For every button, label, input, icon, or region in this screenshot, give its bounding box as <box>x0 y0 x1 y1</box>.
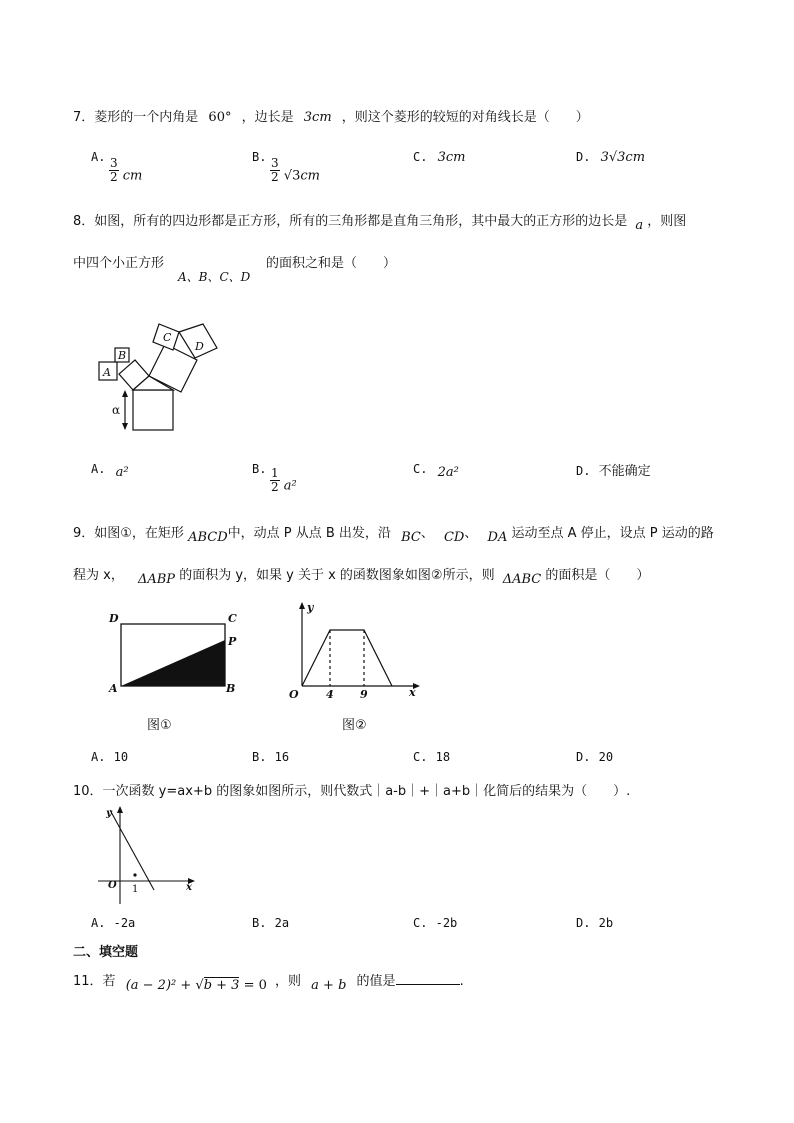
q11-expr-3: a + b <box>311 978 347 993</box>
q11-sqrt-sign: √ <box>195 978 204 993</box>
fraction <box>270 467 280 493</box>
q7-option-a[interactable] <box>91 150 105 165</box>
q9-line-1 <box>73 522 714 545</box>
q8-label-c: C <box>163 331 172 344</box>
q11-text-a: 11．若 <box>73 974 116 989</box>
option-value: -2a <box>113 916 136 930</box>
option-label: C. <box>413 150 428 164</box>
option-value: 2a² <box>437 465 459 480</box>
q8-var-a: a <box>635 218 644 233</box>
q10-fig-o: O <box>108 880 117 891</box>
q7-side: 3cm <box>303 110 332 125</box>
q9-fig1-c: C <box>228 612 237 625</box>
q9-fig1-p: P <box>228 635 237 648</box>
section-title: 二、填空题 <box>73 945 139 960</box>
option-value: a² <box>283 478 297 494</box>
fraction-denominator: 2 <box>271 479 279 494</box>
q8-option-b-value <box>270 467 297 494</box>
option-label: B. <box>252 750 267 764</box>
q8-label-b: B <box>118 349 127 362</box>
fraction <box>109 157 119 183</box>
q8-big-square <box>133 390 173 430</box>
q9-fig1-caption: 图① <box>147 718 172 733</box>
q9-graph-line <box>302 630 392 686</box>
option-label: D. <box>576 750 591 764</box>
q9-line2-c: 的面积是（ ） <box>545 568 650 583</box>
fraction-denominator: 2 <box>110 169 118 184</box>
q7-option-c[interactable] <box>413 150 465 165</box>
q7-text-b: ，边长是 <box>241 110 294 125</box>
q10-option-c[interactable] <box>413 916 457 931</box>
q8-option-c[interactable] <box>413 462 459 480</box>
option-label: B. <box>252 150 267 164</box>
q7-stem <box>73 106 589 125</box>
fraction-numerator: 3 <box>271 156 279 170</box>
q11-text-c: 的值是 <box>356 974 396 989</box>
q9-fig1-a: A <box>109 682 118 695</box>
option-label: C. <box>413 750 428 764</box>
option-value: 2b <box>598 916 614 930</box>
q8-option-a[interactable] <box>91 462 129 480</box>
q9-line-2 <box>73 564 649 587</box>
option-label: C. <box>413 462 428 476</box>
radical: √3 <box>283 168 301 184</box>
option-value: 3cm <box>437 150 466 165</box>
q10-option-d[interactable] <box>576 916 613 931</box>
option-value: 20 <box>598 750 614 764</box>
option-label: C. <box>413 916 428 930</box>
q11-end: . <box>459 974 464 989</box>
q9-line1-a: 9．如图①，在矩形 <box>73 526 184 541</box>
fraction <box>270 157 280 183</box>
q9-fig1-d: D <box>109 612 119 625</box>
q10-fig-one: 1 <box>132 884 139 895</box>
q10-option-a[interactable] <box>91 916 135 931</box>
fraction-denominator: 2 <box>271 169 279 184</box>
q9-tri2: ΔABC <box>502 572 542 587</box>
q9-sep2: 、 <box>464 526 478 541</box>
q10-function-line <box>110 810 154 890</box>
q9-option-d[interactable] <box>576 750 613 765</box>
q8-line-1 <box>73 210 686 233</box>
option-value: 18 <box>435 750 451 764</box>
q8-side-label: α <box>112 403 121 417</box>
q8-option-d[interactable] <box>576 460 651 479</box>
q8-line1-b: ，则图 <box>647 214 687 229</box>
q9-fig2-o: O <box>289 688 299 701</box>
fraction-numerator: 3 <box>110 156 118 170</box>
q9-option-b[interactable] <box>252 750 289 765</box>
q9-fig2-x: x <box>409 686 416 699</box>
q7-option-b-value <box>270 157 320 184</box>
option-label: D. <box>576 464 591 478</box>
option-value: 2a <box>274 916 290 930</box>
option-value: -2b <box>435 916 458 930</box>
q9-fig1-b: B <box>226 682 236 695</box>
q8-line-2 <box>73 252 164 271</box>
q9-seg2: CD <box>443 530 465 545</box>
q11-expr-radicand: b + 3 <box>203 978 240 993</box>
q7-option-a-value <box>109 157 142 184</box>
q8-line-2b <box>266 252 396 271</box>
q7-option-b[interactable] <box>252 150 266 165</box>
q9-rect-name: ABCD <box>188 530 228 545</box>
option-value: 10 <box>113 750 129 764</box>
q8-label-d: D <box>195 340 204 353</box>
q9-option-c[interactable] <box>413 750 450 765</box>
q9-tri1: ΔABP <box>137 572 176 587</box>
q11-expr-2: = 0 <box>239 978 267 993</box>
q8-line2-a: 中四个小正方形 <box>73 256 165 271</box>
q7-text-a: 7．菱形的一个内角是 <box>73 110 199 125</box>
unit: cm <box>122 168 143 184</box>
q11-answer-blank[interactable] <box>396 972 460 985</box>
q9-line2-b: 的面积为 y，如果 y 关于 x 的函数图象如图②所示，则 <box>179 568 495 583</box>
option-label: A. <box>91 750 106 764</box>
q11-stem <box>73 970 464 993</box>
q8-option-b[interactable] <box>252 462 266 477</box>
option-label: B. <box>252 462 267 476</box>
q8-line1-a: 8．如图，所有的四边形都是正方形，所有的三角形都是直角三角形，其中最大的正方形的边长是 <box>73 214 628 229</box>
q10-fig-x: x <box>186 882 192 893</box>
q9-sep1: 、 <box>420 526 434 541</box>
option-label: D. <box>576 916 591 930</box>
q9-fig2-tick-9: 9 <box>360 688 368 701</box>
q10-option-b[interactable] <box>252 916 289 931</box>
q9-seg1: BC <box>401 530 421 545</box>
q8-square-names: A、B、C、D <box>178 270 251 284</box>
q9-line2-a: 程为 x， <box>73 568 124 583</box>
option-label: A. <box>91 916 106 930</box>
q9-fig2-y: y <box>307 601 314 614</box>
fraction-numerator: 1 <box>271 466 279 480</box>
q11-text-b: ，则 <box>275 974 302 989</box>
q10-fig-y: y <box>106 808 112 819</box>
option-label: A. <box>91 462 106 476</box>
option-value: 3√3cm <box>600 150 646 165</box>
option-value: 16 <box>274 750 290 764</box>
q9-line1-c: 运动至点 A 停止，设点 P 运动的路 <box>511 526 714 541</box>
q10-stem: 10．一次函数 y=ax+b 的图象如图所示，则代数式｜a-b｜+｜a+b｜化简后的结果为（ ）. <box>73 784 631 799</box>
q10-figure <box>98 804 203 909</box>
q9-option-a[interactable] <box>91 750 128 765</box>
q7-angle: 60° <box>208 110 232 125</box>
q7-option-d[interactable] <box>576 150 645 165</box>
q11-expr-1: (a − 2)² + <box>125 978 196 993</box>
q9-figure-1 <box>104 610 244 735</box>
q8-line2-b: 的面积之和是（ ） <box>266 256 397 271</box>
q9-line1-b: 中，动点 P 从点 B 出发，沿 <box>227 526 391 541</box>
q9-figure-2 <box>276 598 426 708</box>
option-label: D. <box>576 150 591 164</box>
q9-fig2-caption: 图② <box>342 718 367 733</box>
q9-seg3: DA <box>487 530 508 545</box>
option-value: a² <box>115 465 129 480</box>
option-value: 不能确定 <box>598 464 651 479</box>
q9-fig2-tick-4: 4 <box>326 688 334 701</box>
q8-figure <box>95 318 230 436</box>
unit: cm <box>300 168 320 184</box>
q7-text-c: ，则这个菱形的较短的对角线长是（ ） <box>341 110 589 125</box>
q8-label-a: A <box>103 366 111 379</box>
option-label: B. <box>252 916 267 930</box>
option-label: A. <box>91 150 106 164</box>
